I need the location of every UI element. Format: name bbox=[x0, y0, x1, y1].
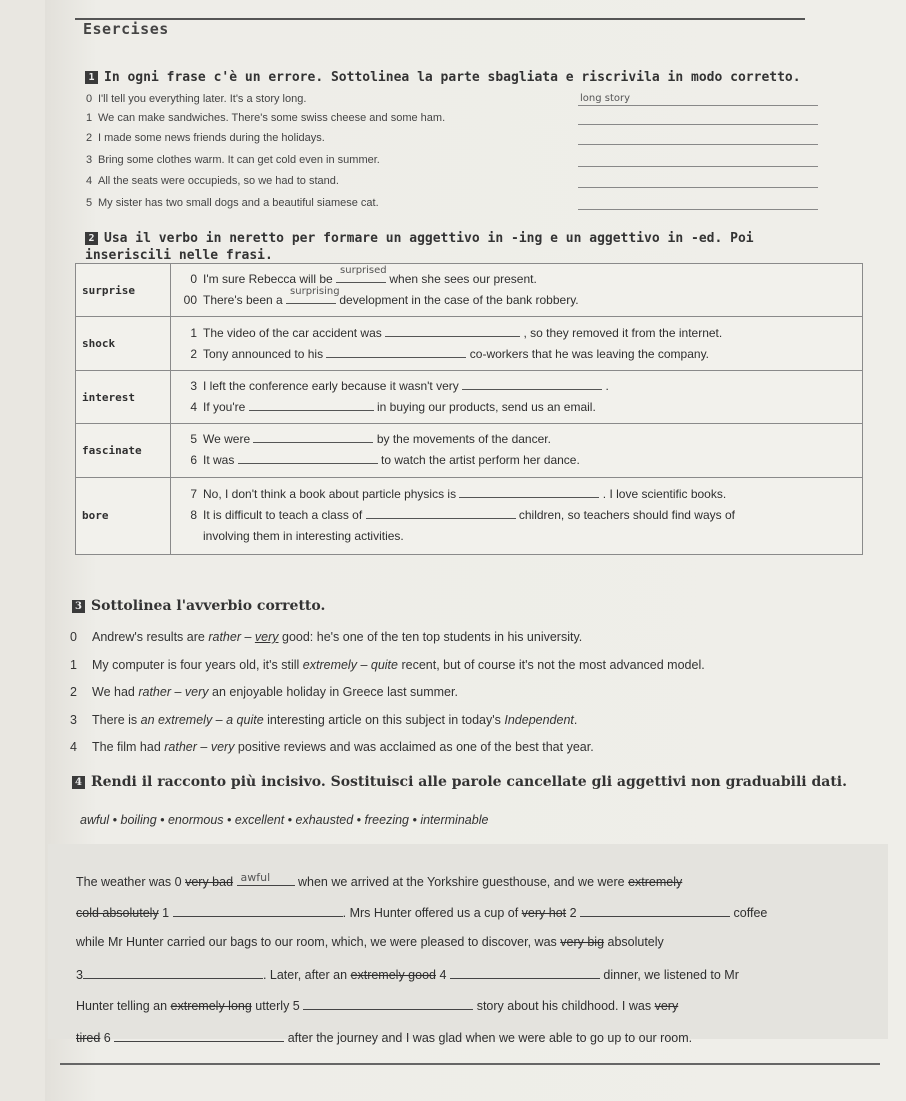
sentence-start: We were bbox=[203, 432, 251, 447]
exercise-2-number: 2 bbox=[85, 232, 98, 245]
exercise-2-table bbox=[75, 263, 863, 555]
sentence-end: by the movements of the dancer. bbox=[376, 432, 551, 447]
exercise-4-text: Rendi il racconto più incisivo. Sostituisci alle parole cancellate gli aggettivi non graduabili dati. bbox=[91, 774, 847, 790]
sentence-start: No, I don't think a book about particle physics is bbox=[203, 487, 457, 502]
struck-word: very bad bbox=[185, 875, 234, 889]
answer-blank[interactable] bbox=[385, 324, 520, 337]
sentence-number: 5 bbox=[190, 432, 197, 447]
struck-word: very hot bbox=[521, 906, 567, 920]
struck-word: extremely good bbox=[350, 968, 436, 982]
item-number: 2 bbox=[86, 132, 93, 144]
adverb-option[interactable]: very bbox=[184, 685, 209, 699]
item-number: 0 bbox=[86, 93, 93, 105]
sentence bbox=[177, 286, 856, 311]
answer-blank[interactable] bbox=[578, 105, 818, 106]
exercise-1-item: We can make sandwiches. There's some swiss cheese and some ham. bbox=[98, 112, 446, 124]
sentence-start: There's been a bbox=[203, 293, 283, 308]
adverb-option[interactable]: very bbox=[254, 630, 279, 644]
answer-blank[interactable] bbox=[459, 485, 599, 498]
adverb-option[interactable]: an extremely bbox=[140, 713, 213, 727]
sentence bbox=[177, 484, 856, 505]
verb-keyword: interest bbox=[76, 370, 171, 423]
sentence-continuation: involving them in interesting activities. bbox=[203, 529, 404, 544]
sentence-end: children, so teachers should find ways of bbox=[518, 508, 735, 523]
sentence-start: It is difficult to teach a class of bbox=[203, 508, 363, 523]
struck-word: tired bbox=[76, 1031, 101, 1045]
sentence-number: 00 bbox=[183, 293, 197, 308]
sentence bbox=[177, 429, 856, 450]
story-line-5: Hunter telling an extremely long utterly 5 story about his childhood. I was very bbox=[76, 999, 679, 1013]
sentence-number: 1 bbox=[190, 325, 197, 340]
sentence-end: development in the case of the bank robbery. bbox=[339, 293, 579, 308]
item-number: 0 bbox=[70, 630, 77, 644]
sentence-end: , so they removed it from the internet. bbox=[523, 325, 723, 340]
struck-word: cold absolutely bbox=[76, 906, 159, 920]
exercise-3-item: 4 The film had rather – very positive reviews and was acclaimed as one of the best that year. bbox=[70, 740, 594, 754]
sentence bbox=[177, 505, 856, 526]
sentence-start: I'm sure Rebecca will be bbox=[203, 272, 333, 287]
item-number: 3 bbox=[70, 713, 77, 727]
handwritten-answer: surprised bbox=[340, 265, 387, 277]
page-title: Esercises bbox=[83, 20, 169, 38]
exercise-3-text: Sottolinea l'avverbio corretto. bbox=[91, 598, 326, 614]
sentence-start: The video of the car accident was bbox=[203, 325, 382, 340]
item-number: 5 bbox=[86, 197, 93, 209]
sentence bbox=[177, 450, 856, 471]
sentence bbox=[177, 323, 856, 344]
adverb-option[interactable]: extremely bbox=[302, 658, 357, 672]
sentence-end: co-workers that he was leaving the company. bbox=[469, 346, 710, 361]
story-line-1: The weather was 0 very bad awful when we arrived at the Yorkshire guesthouse, and we were extremely bbox=[76, 871, 683, 889]
sentence bbox=[177, 265, 856, 290]
story-line-3: while Mr Hunter carried our bags to our room, which, we were pleased to discover, was very big absolutely bbox=[76, 935, 664, 949]
sentence-end: to watch the artist perform her dance. bbox=[381, 453, 580, 468]
exercise-3-item: 3 There is an extremely – a quite interesting article on this subject in today's Independent. bbox=[70, 713, 578, 727]
answer-blank[interactable] bbox=[578, 209, 818, 210]
answer-blank[interactable] bbox=[286, 286, 340, 304]
answer-blank[interactable] bbox=[238, 451, 378, 464]
struck-word: extremely long bbox=[170, 999, 252, 1013]
exercise-1-item: I made some news friends during the holidays. bbox=[98, 132, 325, 144]
exercise-2-instruction bbox=[85, 230, 825, 264]
sentence-cell bbox=[171, 477, 863, 554]
exercise-1-item: I'll tell you everything later. It's a story long. bbox=[98, 93, 307, 105]
answer-blank[interactable] bbox=[249, 398, 374, 411]
answer-blank[interactable]: awful bbox=[237, 873, 295, 886]
sentence-cell bbox=[171, 264, 863, 317]
answer-blank[interactable] bbox=[326, 345, 466, 358]
exercise-1-item: All the seats were occupieds, so we had to stand. bbox=[98, 175, 339, 187]
sentence-number: 7 bbox=[190, 487, 197, 502]
handwritten-answer: long story bbox=[580, 93, 631, 104]
exercise-4-number: 4 bbox=[72, 776, 85, 789]
exercise-3-item: 1 My computer is four years old, it's still extremely – quite recent, but of course it's not the most advanced model. bbox=[70, 658, 705, 672]
answer-blank[interactable] bbox=[578, 187, 818, 188]
sentence-cell bbox=[171, 370, 863, 423]
sentence-start: It was bbox=[203, 453, 235, 468]
exercise-2-text: Usa il verbo in neretto per formare un aggettivo in -ing e un aggettivo in -ed. Poi inseriscili nelle frasi. bbox=[85, 231, 754, 263]
verb-row bbox=[76, 264, 863, 317]
answer-blank[interactable] bbox=[580, 904, 730, 917]
sentence-cell bbox=[171, 424, 863, 477]
item-number: 1 bbox=[86, 112, 93, 124]
exercise-1-item: Bring some clothes warm. It can get cold even in summer. bbox=[98, 154, 380, 166]
exercise-3-item: 2 We had rather – very an enjoyable holiday in Greece last summer. bbox=[70, 685, 458, 699]
answer-blank[interactable] bbox=[303, 997, 473, 1010]
verb-keyword: fascinate bbox=[76, 424, 171, 477]
story-line-4: 3 . Later, after an extremely good 4 dinner, we listened to Mr bbox=[76, 968, 739, 982]
adverb-option[interactable]: very bbox=[210, 740, 235, 754]
answer-blank[interactable] bbox=[83, 966, 263, 979]
item-number: 4 bbox=[70, 740, 77, 754]
header-rule bbox=[75, 18, 805, 20]
verb-row bbox=[76, 477, 863, 554]
footer-rule bbox=[60, 1063, 880, 1065]
struck-word: extremely bbox=[628, 875, 683, 889]
exercise-3-number: 3 bbox=[72, 600, 85, 613]
item-number: 1 bbox=[70, 658, 77, 672]
sentence-end: . I love scientific books. bbox=[602, 487, 727, 502]
exercise-1-item: My sister has two small dogs and a beautiful siamese cat. bbox=[98, 197, 379, 209]
sentence-number: 3 bbox=[190, 379, 197, 394]
word-bank: awful • boiling • enormous • excellent • exhausted • freezing • interminable bbox=[80, 813, 489, 827]
answer-blank[interactable] bbox=[336, 265, 387, 283]
verb-row bbox=[76, 424, 863, 477]
adverb-option[interactable]: rather bbox=[138, 685, 171, 699]
sentence-number: 2 bbox=[190, 346, 197, 361]
handwritten-answer: surprising bbox=[290, 286, 340, 298]
verb-keyword: shock bbox=[76, 317, 171, 370]
exercise-1-instruction bbox=[85, 70, 801, 85]
item-number: 2 bbox=[70, 685, 77, 699]
sentence-end: . bbox=[605, 379, 609, 394]
exercise-3-item: 0 Andrew's results are rather – very good: he's one of the ten top students in his university. bbox=[70, 630, 583, 644]
adverb-option[interactable]: rather bbox=[208, 630, 241, 644]
answer-blank[interactable] bbox=[578, 166, 818, 167]
verb-keyword: bore bbox=[76, 477, 171, 554]
sentence bbox=[177, 344, 856, 365]
answer-blank[interactable] bbox=[253, 430, 373, 443]
sentence-number: 8 bbox=[190, 508, 197, 523]
answer-blank[interactable] bbox=[578, 144, 818, 145]
exercise-4-instruction bbox=[72, 774, 847, 790]
sentence bbox=[177, 397, 856, 418]
sentence-number: 4 bbox=[190, 400, 197, 415]
sentence-end: when she sees our present. bbox=[389, 272, 537, 287]
struck-word: very bbox=[654, 999, 679, 1013]
answer-blank[interactable] bbox=[366, 506, 516, 519]
struck-word: very big bbox=[560, 935, 605, 949]
answer-blank[interactable] bbox=[578, 124, 818, 125]
item-number: 3 bbox=[86, 154, 93, 166]
adverb-option[interactable]: quite bbox=[370, 658, 398, 672]
sentence-end: in buying our products, send us an email. bbox=[377, 400, 596, 415]
verb-row bbox=[76, 317, 863, 370]
item-number: 4 bbox=[86, 175, 93, 187]
adverb-option[interactable]: a quite bbox=[226, 713, 264, 727]
exercise-1-number: 1 bbox=[85, 71, 98, 84]
sentence-number: 0 bbox=[190, 272, 197, 287]
answer-blank[interactable] bbox=[173, 904, 343, 917]
story-line-6: tired 6 after the journey and I was glad when we were able to go up to our room. bbox=[76, 1031, 693, 1045]
sentence-start: Tony announced to his bbox=[203, 346, 324, 361]
sentence-cell bbox=[171, 317, 863, 370]
verb-row bbox=[76, 370, 863, 423]
sentence bbox=[177, 376, 856, 397]
exercise-3-instruction bbox=[72, 598, 325, 614]
sentence-start: If you're bbox=[203, 400, 246, 415]
sentence-start: I left the conference early because it wasn't very bbox=[203, 379, 459, 394]
answer-blank[interactable] bbox=[462, 377, 602, 390]
adverb-option[interactable]: rather bbox=[164, 740, 197, 754]
answer-blank[interactable] bbox=[450, 966, 600, 979]
story-line-2: cold absolutely 1 . Mrs Hunter offered us a cup of very hot 2 coffee bbox=[76, 906, 768, 920]
verb-keyword: surprise bbox=[76, 264, 171, 317]
exercise-1-text: In ogni frase c'è un errore. Sottolinea la parte sbagliata e riscrivila in modo corretto. bbox=[104, 70, 801, 85]
sentence-number: 6 bbox=[190, 453, 197, 468]
answer-blank[interactable] bbox=[114, 1029, 284, 1042]
